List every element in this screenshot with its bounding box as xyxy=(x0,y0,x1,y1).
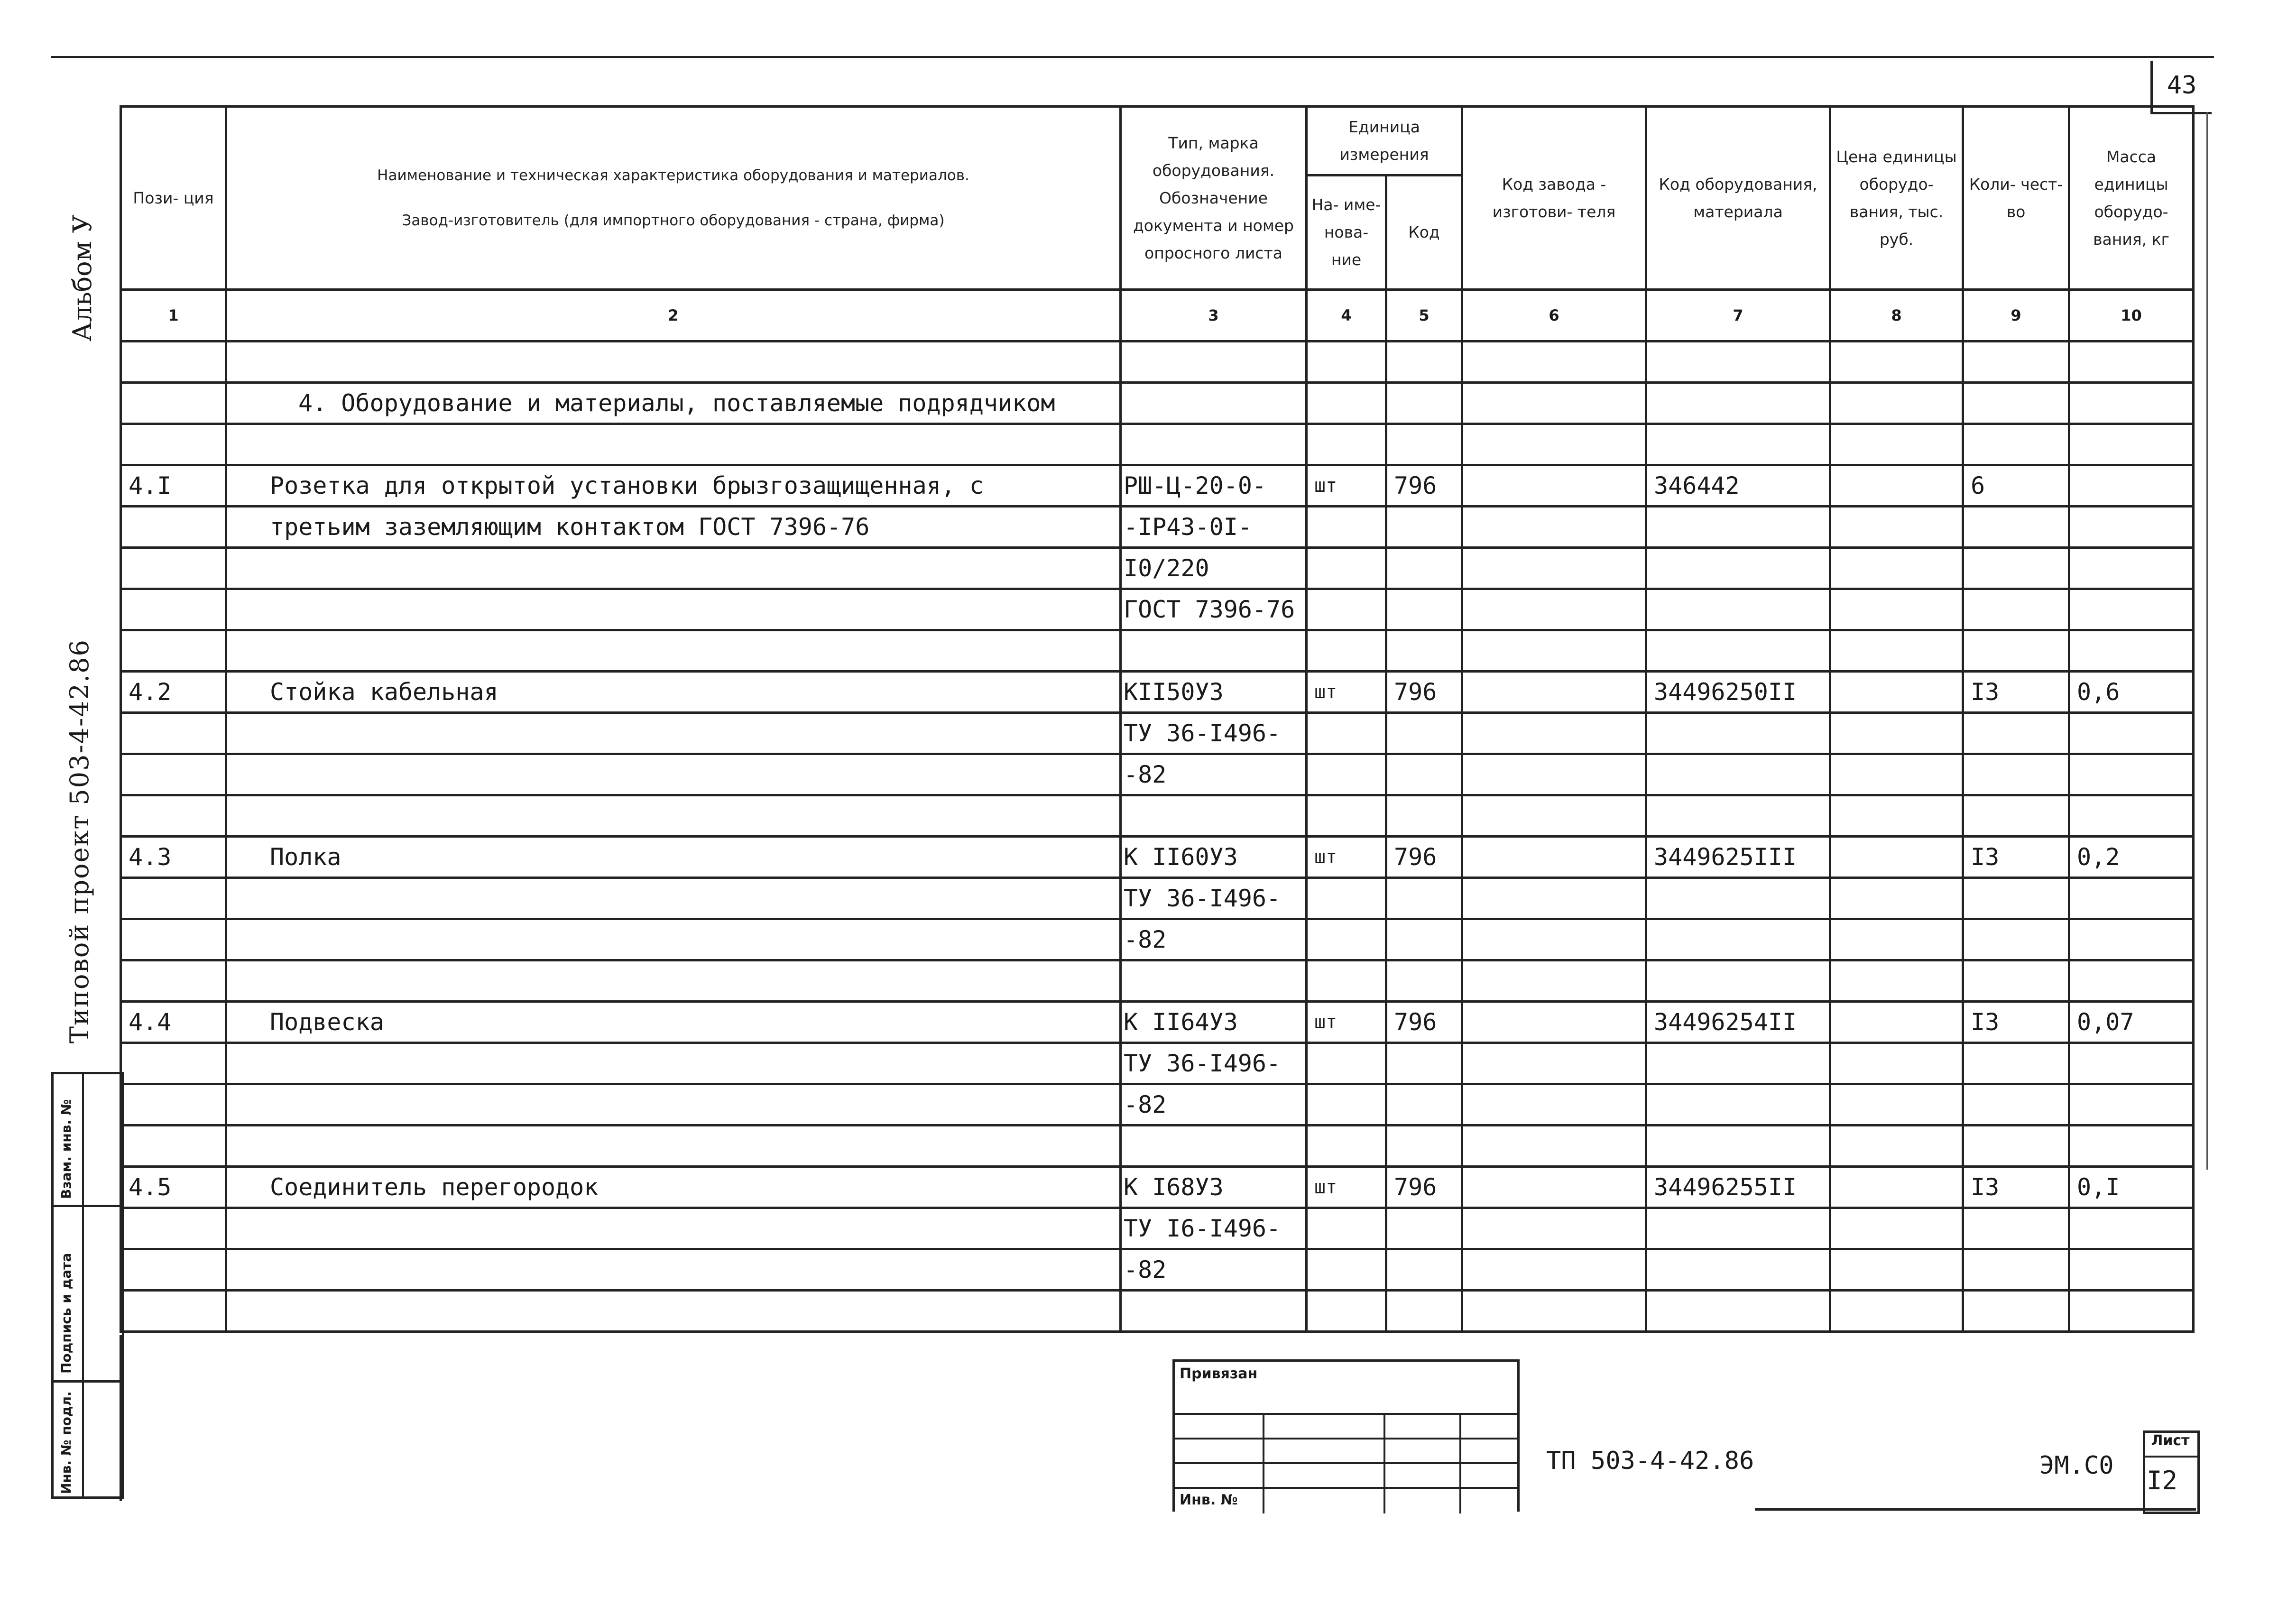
price-cell xyxy=(1830,1002,1963,1043)
col-number: 7 xyxy=(1646,290,1830,341)
mass-cell xyxy=(2069,919,2194,960)
table-row xyxy=(121,465,2194,507)
name-cell xyxy=(226,1084,1121,1126)
title-block-line xyxy=(1175,1487,1517,1489)
stamp-label-inv-orig: Инв. № подл. xyxy=(58,1391,74,1494)
price-cell xyxy=(1830,1208,1963,1249)
position-cell xyxy=(121,960,226,1002)
equipment-code-cell: 34496250II xyxy=(1646,672,1830,713)
bound-label: Привязан xyxy=(1180,1366,1258,1382)
position-cell xyxy=(121,795,226,837)
unit-name-cell xyxy=(1307,1208,1386,1249)
header-unit-code: Код xyxy=(1386,175,1462,290)
right-margin-line xyxy=(2206,112,2208,1170)
mass-cell xyxy=(2069,1084,2194,1126)
unit-name-cell xyxy=(1307,548,1386,589)
unit-code-cell xyxy=(1386,1208,1462,1249)
table-row xyxy=(121,713,2194,754)
plant-code-cell xyxy=(1462,1002,1646,1043)
name-cell xyxy=(226,1043,1121,1084)
unit-name-cell xyxy=(1307,1043,1386,1084)
title-block-vline xyxy=(1384,1414,1385,1513)
name-cell xyxy=(226,1291,1121,1332)
unit-code-cell xyxy=(1386,589,1462,630)
position-cell: 4.5 xyxy=(121,1167,226,1208)
stamp-label-replace-inv: Взам. инв. № xyxy=(58,1099,74,1199)
quantity-cell: I3 xyxy=(1963,1167,2069,1208)
quantity-cell xyxy=(1963,878,2069,919)
stamp-divider xyxy=(82,1072,84,1499)
col-number: 10 xyxy=(2069,290,2194,341)
price-cell xyxy=(1830,465,1963,507)
price-cell xyxy=(1830,1043,1963,1084)
unit-code-cell xyxy=(1386,919,1462,960)
unit-name-cell xyxy=(1307,960,1386,1002)
col-number: 1 xyxy=(121,290,226,341)
table-row xyxy=(121,1291,2194,1332)
header-quantity: Коли- чест- во xyxy=(1963,107,2069,290)
mass-cell xyxy=(2069,589,2194,630)
table-row xyxy=(121,1167,2194,1208)
type-cell: ТУ I6-I496- xyxy=(1121,1208,1307,1249)
price-cell xyxy=(1830,878,1963,919)
unit-code-cell xyxy=(1386,507,1462,548)
unit-name-cell: шт xyxy=(1307,837,1386,878)
type-cell xyxy=(1121,1126,1307,1167)
unit-name-cell xyxy=(1307,1126,1386,1167)
price-cell xyxy=(1830,795,1963,837)
type-cell: ТУ 36-I496- xyxy=(1121,1043,1307,1084)
price-cell xyxy=(1830,507,1963,548)
header-unit-name: На- име- нова- ние xyxy=(1307,175,1386,290)
header-name-line2: Завод-изготовитель (для импортного оборудования - страна, фирма) xyxy=(402,212,945,229)
price-cell xyxy=(1830,1084,1963,1126)
name-cell: Соединитель перегородок xyxy=(226,1167,1121,1208)
table-row xyxy=(121,589,2194,630)
plant-code-cell xyxy=(1462,465,1646,507)
unit-code-cell xyxy=(1386,754,1462,795)
equipment-code-cell xyxy=(1646,1126,1830,1167)
quantity-cell xyxy=(1963,1249,2069,1291)
unit-code-cell: 796 xyxy=(1386,672,1462,713)
name-cell xyxy=(226,754,1121,795)
name-cell xyxy=(226,1208,1121,1249)
type-cell xyxy=(1121,795,1307,837)
quantity-cell xyxy=(1963,1084,2069,1126)
mass-cell xyxy=(2069,1249,2194,1291)
unit-name-cell xyxy=(1307,713,1386,754)
stamp-line xyxy=(54,1380,122,1383)
name-cell xyxy=(226,919,1121,960)
stamp-line xyxy=(54,1072,122,1074)
unit-name-cell xyxy=(1307,507,1386,548)
type-cell: ГОСТ 7396-76 xyxy=(1121,589,1307,630)
approval-stamp xyxy=(51,1072,124,1499)
price-cell xyxy=(1830,1291,1963,1332)
equipment-code-cell: 346442 xyxy=(1646,465,1830,507)
plant-code-cell xyxy=(1462,713,1646,754)
name-cell xyxy=(226,1126,1121,1167)
table-row xyxy=(121,795,2194,837)
table-row xyxy=(121,1249,2194,1291)
name-cell: Розетка для открытой установки брызгозащищенная, с xyxy=(226,465,1121,507)
price-cell xyxy=(1830,1249,1963,1291)
equipment-code-cell xyxy=(1646,795,1830,837)
table-row xyxy=(121,548,2194,589)
position-cell xyxy=(121,878,226,919)
sheet-code: ЭМ.С0 xyxy=(2039,1451,2114,1480)
project-label: Типовой проект 503-4-42.86 xyxy=(65,639,94,1043)
position-cell xyxy=(121,1084,226,1126)
table-row xyxy=(121,1208,2194,1249)
name-cell xyxy=(226,713,1121,754)
inventory-label: Инв. № xyxy=(1180,1492,1238,1508)
table-row xyxy=(121,424,2194,465)
mass-cell xyxy=(2069,465,2194,507)
unit-name-cell: шт xyxy=(1307,1002,1386,1043)
quantity-cell xyxy=(1963,960,2069,1002)
plant-code-cell xyxy=(1462,837,1646,878)
plant-code-cell xyxy=(1462,960,1646,1002)
name-cell xyxy=(226,878,1121,919)
type-cell xyxy=(1121,630,1307,672)
unit-code-cell xyxy=(1386,878,1462,919)
table-row xyxy=(121,630,2194,672)
type-cell: К I68У3 xyxy=(1121,1167,1307,1208)
name-cell: Подвеска xyxy=(226,1002,1121,1043)
mass-cell: 0,I xyxy=(2069,1167,2194,1208)
stamp-line xyxy=(54,1205,122,1207)
name-cell: третьим заземляющим контактом ГОСТ 7396-76 xyxy=(226,507,1121,548)
equipment-code-cell: 34496254II xyxy=(1646,1002,1830,1043)
table-row xyxy=(121,1002,2194,1043)
mass-cell xyxy=(2069,1208,2194,1249)
mass-cell: 0,6 xyxy=(2069,672,2194,713)
unit-name-cell xyxy=(1307,795,1386,837)
position-cell xyxy=(121,630,226,672)
position-cell xyxy=(121,713,226,754)
col-number: 5 xyxy=(1386,290,1462,341)
top-border-line xyxy=(51,56,2214,58)
unit-code-cell: 796 xyxy=(1386,465,1462,507)
mass-cell xyxy=(2069,630,2194,672)
price-cell xyxy=(1830,589,1963,630)
equipment-code-cell xyxy=(1646,1043,1830,1084)
unit-name-cell: шт xyxy=(1307,465,1386,507)
title-block xyxy=(1172,1359,1520,1512)
bottom-frame-line xyxy=(120,1335,122,1501)
name-cell xyxy=(226,589,1121,630)
table-row xyxy=(121,878,2194,919)
price-cell xyxy=(1830,754,1963,795)
type-cell: -82 xyxy=(1121,919,1307,960)
unit-code-cell xyxy=(1386,1043,1462,1084)
price-cell xyxy=(1830,960,1963,1002)
plant-code-cell xyxy=(1462,1167,1646,1208)
unit-code-cell xyxy=(1386,548,1462,589)
unit-name-cell xyxy=(1307,754,1386,795)
type-cell: -82 xyxy=(1121,1084,1307,1126)
quantity-cell xyxy=(1963,548,2069,589)
mass-cell xyxy=(2069,507,2194,548)
mass-cell xyxy=(2069,878,2194,919)
name-cell xyxy=(226,960,1121,1002)
header-type: Тип, марка оборудования. Обозначение документа и номер опросного листа xyxy=(1121,107,1307,290)
equipment-code-cell xyxy=(1646,754,1830,795)
price-cell xyxy=(1830,1167,1963,1208)
table-row xyxy=(121,507,2194,548)
quantity-cell xyxy=(1963,795,2069,837)
plant-code-cell xyxy=(1462,630,1646,672)
header-mass: Масса единицы оборудо- вания, кг xyxy=(2069,107,2194,290)
type-cell: ТУ 36-I496- xyxy=(1121,713,1307,754)
unit-name-cell: шт xyxy=(1307,1167,1386,1208)
unit-code-cell: 796 xyxy=(1386,1002,1462,1043)
equipment-code-cell xyxy=(1646,713,1830,754)
equipment-code-cell xyxy=(1646,589,1830,630)
price-cell xyxy=(1830,630,1963,672)
name-cell xyxy=(226,1249,1121,1291)
type-cell: КII50У3 xyxy=(1121,672,1307,713)
plant-code-cell xyxy=(1462,919,1646,960)
position-cell xyxy=(121,1249,226,1291)
table-row xyxy=(121,1043,2194,1084)
sheet-number: I2 xyxy=(2147,1466,2178,1495)
table-row xyxy=(121,672,2194,713)
table-row xyxy=(121,1084,2194,1126)
position-cell xyxy=(121,754,226,795)
unit-code-cell xyxy=(1386,795,1462,837)
name-cell: Стойка кабельная xyxy=(226,672,1121,713)
position-cell xyxy=(121,548,226,589)
equipment-code-cell: 3449625III xyxy=(1646,837,1830,878)
quantity-cell: I3 xyxy=(1963,672,2069,713)
quantity-cell xyxy=(1963,589,2069,630)
plant-code-cell xyxy=(1462,878,1646,919)
unit-code-cell xyxy=(1386,1291,1462,1332)
mass-cell xyxy=(2069,548,2194,589)
equipment-code-cell xyxy=(1646,960,1830,1002)
type-cell: К II64У3 xyxy=(1121,1002,1307,1043)
price-cell xyxy=(1830,837,1963,878)
equipment-code-cell: 34496255II xyxy=(1646,1167,1830,1208)
col-number: 8 xyxy=(1830,290,1963,341)
quantity-cell xyxy=(1963,1208,2069,1249)
type-cell: -82 xyxy=(1121,754,1307,795)
document-code: ТП 503-4-42.86 xyxy=(1546,1447,1754,1475)
unit-code-cell xyxy=(1386,1084,1462,1126)
title-block-line xyxy=(1175,1438,1517,1439)
header-plant-code: Код завода - изготови- теля xyxy=(1462,107,1646,290)
type-cell: ТУ 36-I496- xyxy=(1121,878,1307,919)
quantity-cell: 6 xyxy=(1963,465,2069,507)
price-cell xyxy=(1830,1126,1963,1167)
mass-cell xyxy=(2069,1043,2194,1084)
table-row xyxy=(121,341,2194,383)
quantity-cell xyxy=(1963,713,2069,754)
unit-code-cell xyxy=(1386,1249,1462,1291)
plant-code-cell xyxy=(1462,1291,1646,1332)
header-position: Пози- ция xyxy=(121,107,226,290)
plant-code-cell xyxy=(1462,795,1646,837)
plant-code-cell xyxy=(1462,507,1646,548)
plant-code-cell xyxy=(1462,754,1646,795)
position-cell: 4.2 xyxy=(121,672,226,713)
equipment-code-cell xyxy=(1646,1291,1830,1332)
name-cell xyxy=(226,548,1121,589)
table-row xyxy=(121,1126,2194,1167)
album-label: Альбом У xyxy=(67,214,97,341)
mass-cell xyxy=(2069,754,2194,795)
equipment-code-cell xyxy=(1646,548,1830,589)
unit-code-cell xyxy=(1386,1126,1462,1167)
price-cell xyxy=(1830,672,1963,713)
unit-name-cell xyxy=(1307,589,1386,630)
title-block-vline xyxy=(1459,1414,1461,1513)
equipment-code-cell xyxy=(1646,1208,1830,1249)
quantity-cell xyxy=(1963,1126,2069,1167)
position-cell xyxy=(121,1126,226,1167)
position-cell xyxy=(121,919,226,960)
quantity-cell xyxy=(1963,1043,2069,1084)
type-cell xyxy=(1121,960,1307,1002)
table-row xyxy=(121,754,2194,795)
type-cell: -IP43-0I- xyxy=(1121,507,1307,548)
plant-code-cell xyxy=(1462,672,1646,713)
unit-name-cell xyxy=(1307,1291,1386,1332)
unit-name-cell xyxy=(1307,878,1386,919)
position-cell: 4.I xyxy=(121,465,226,507)
quantity-cell xyxy=(1963,919,2069,960)
unit-name-cell xyxy=(1307,919,1386,960)
header-unit-group: Единица измерения xyxy=(1307,107,1462,175)
position-cell xyxy=(121,1043,226,1084)
header-equipment-code: Код оборудования, материала xyxy=(1646,107,1830,290)
equipment-code-cell xyxy=(1646,878,1830,919)
name-cell: Полка xyxy=(226,837,1121,878)
mass-cell: 0,07 xyxy=(2069,1002,2194,1043)
mass-cell: 0,2 xyxy=(2069,837,2194,878)
sheet-label: Лист xyxy=(2151,1432,2190,1449)
quantity-cell xyxy=(1963,507,2069,548)
unit-code-cell xyxy=(1386,630,1462,672)
section-title: 4. Оборудование и материалы, поставляемые подрядчиком xyxy=(226,383,1121,424)
unit-name-cell xyxy=(1307,1084,1386,1126)
col-number: 3 xyxy=(1121,290,1307,341)
table-row xyxy=(121,919,2194,960)
equipment-code-cell xyxy=(1646,919,1830,960)
unit-name-cell xyxy=(1307,1249,1386,1291)
position-cell xyxy=(121,589,226,630)
quantity-cell: I3 xyxy=(1963,837,2069,878)
type-cell: -82 xyxy=(1121,1249,1307,1291)
type-cell xyxy=(1121,1291,1307,1332)
unit-code-cell xyxy=(1386,960,1462,1002)
mass-cell xyxy=(2069,1291,2194,1332)
unit-name-cell xyxy=(1307,630,1386,672)
stamp-line xyxy=(54,1496,122,1499)
mass-cell xyxy=(2069,795,2194,837)
header-price: Цена единицы оборудо- вания, тыс. руб. xyxy=(1830,107,1963,290)
table-row xyxy=(121,837,2194,878)
specification-table xyxy=(120,105,2195,1333)
position-cell xyxy=(121,507,226,548)
plant-code-cell xyxy=(1462,1126,1646,1167)
section-title-row xyxy=(121,383,2194,424)
col-number: 4 xyxy=(1307,290,1386,341)
unit-name-cell: шт xyxy=(1307,672,1386,713)
col-number: 2 xyxy=(226,290,1121,341)
quantity-cell xyxy=(1963,1291,2069,1332)
page-number: 43 xyxy=(2167,71,2197,100)
title-block-line xyxy=(1175,1462,1517,1464)
unit-code-cell: 796 xyxy=(1386,837,1462,878)
quantity-cell xyxy=(1963,754,2069,795)
position-cell: 4.4 xyxy=(121,1002,226,1043)
mass-cell xyxy=(2069,960,2194,1002)
mass-cell xyxy=(2069,1126,2194,1167)
position-cell: 4.3 xyxy=(121,837,226,878)
equipment-code-cell xyxy=(1646,1249,1830,1291)
plant-code-cell xyxy=(1462,589,1646,630)
header-name-line1: Наименование и техническая характеристика оборудования и материалов. xyxy=(377,166,969,184)
equipment-code-cell xyxy=(1646,507,1830,548)
quantity-cell: I3 xyxy=(1963,1002,2069,1043)
plant-code-cell xyxy=(1462,548,1646,589)
plant-code-cell xyxy=(1462,1249,1646,1291)
quantity-cell xyxy=(1963,630,2069,672)
plant-code-cell xyxy=(1462,1084,1646,1126)
plant-code-cell xyxy=(1462,1043,1646,1084)
title-block-line xyxy=(1175,1413,1517,1415)
mass-cell xyxy=(2069,713,2194,754)
name-cell xyxy=(226,630,1121,672)
type-cell: I0/220 xyxy=(1121,548,1307,589)
type-cell: К II60У3 xyxy=(1121,837,1307,878)
col-number: 9 xyxy=(1963,290,2069,341)
name-cell xyxy=(226,795,1121,837)
footer-line xyxy=(1755,1508,2196,1511)
price-cell xyxy=(1830,713,1963,754)
plant-code-cell xyxy=(1462,1208,1646,1249)
equipment-code-cell xyxy=(1646,1084,1830,1126)
unit-code-cell: 796 xyxy=(1386,1167,1462,1208)
position-cell xyxy=(121,1208,226,1249)
type-cell: РШ-Ц-20-0- xyxy=(1121,465,1307,507)
table-row xyxy=(121,960,2194,1002)
position-cell xyxy=(121,1291,226,1332)
price-cell xyxy=(1830,919,1963,960)
table-body xyxy=(121,465,2194,1332)
equipment-code-cell xyxy=(1646,630,1830,672)
price-cell xyxy=(1830,548,1963,589)
stamp-label-signature-date: Подпись и дата xyxy=(58,1253,74,1374)
title-block-vline xyxy=(1263,1414,1264,1513)
unit-code-cell xyxy=(1386,713,1462,754)
header-name xyxy=(226,107,1121,290)
col-number: 6 xyxy=(1462,290,1646,341)
